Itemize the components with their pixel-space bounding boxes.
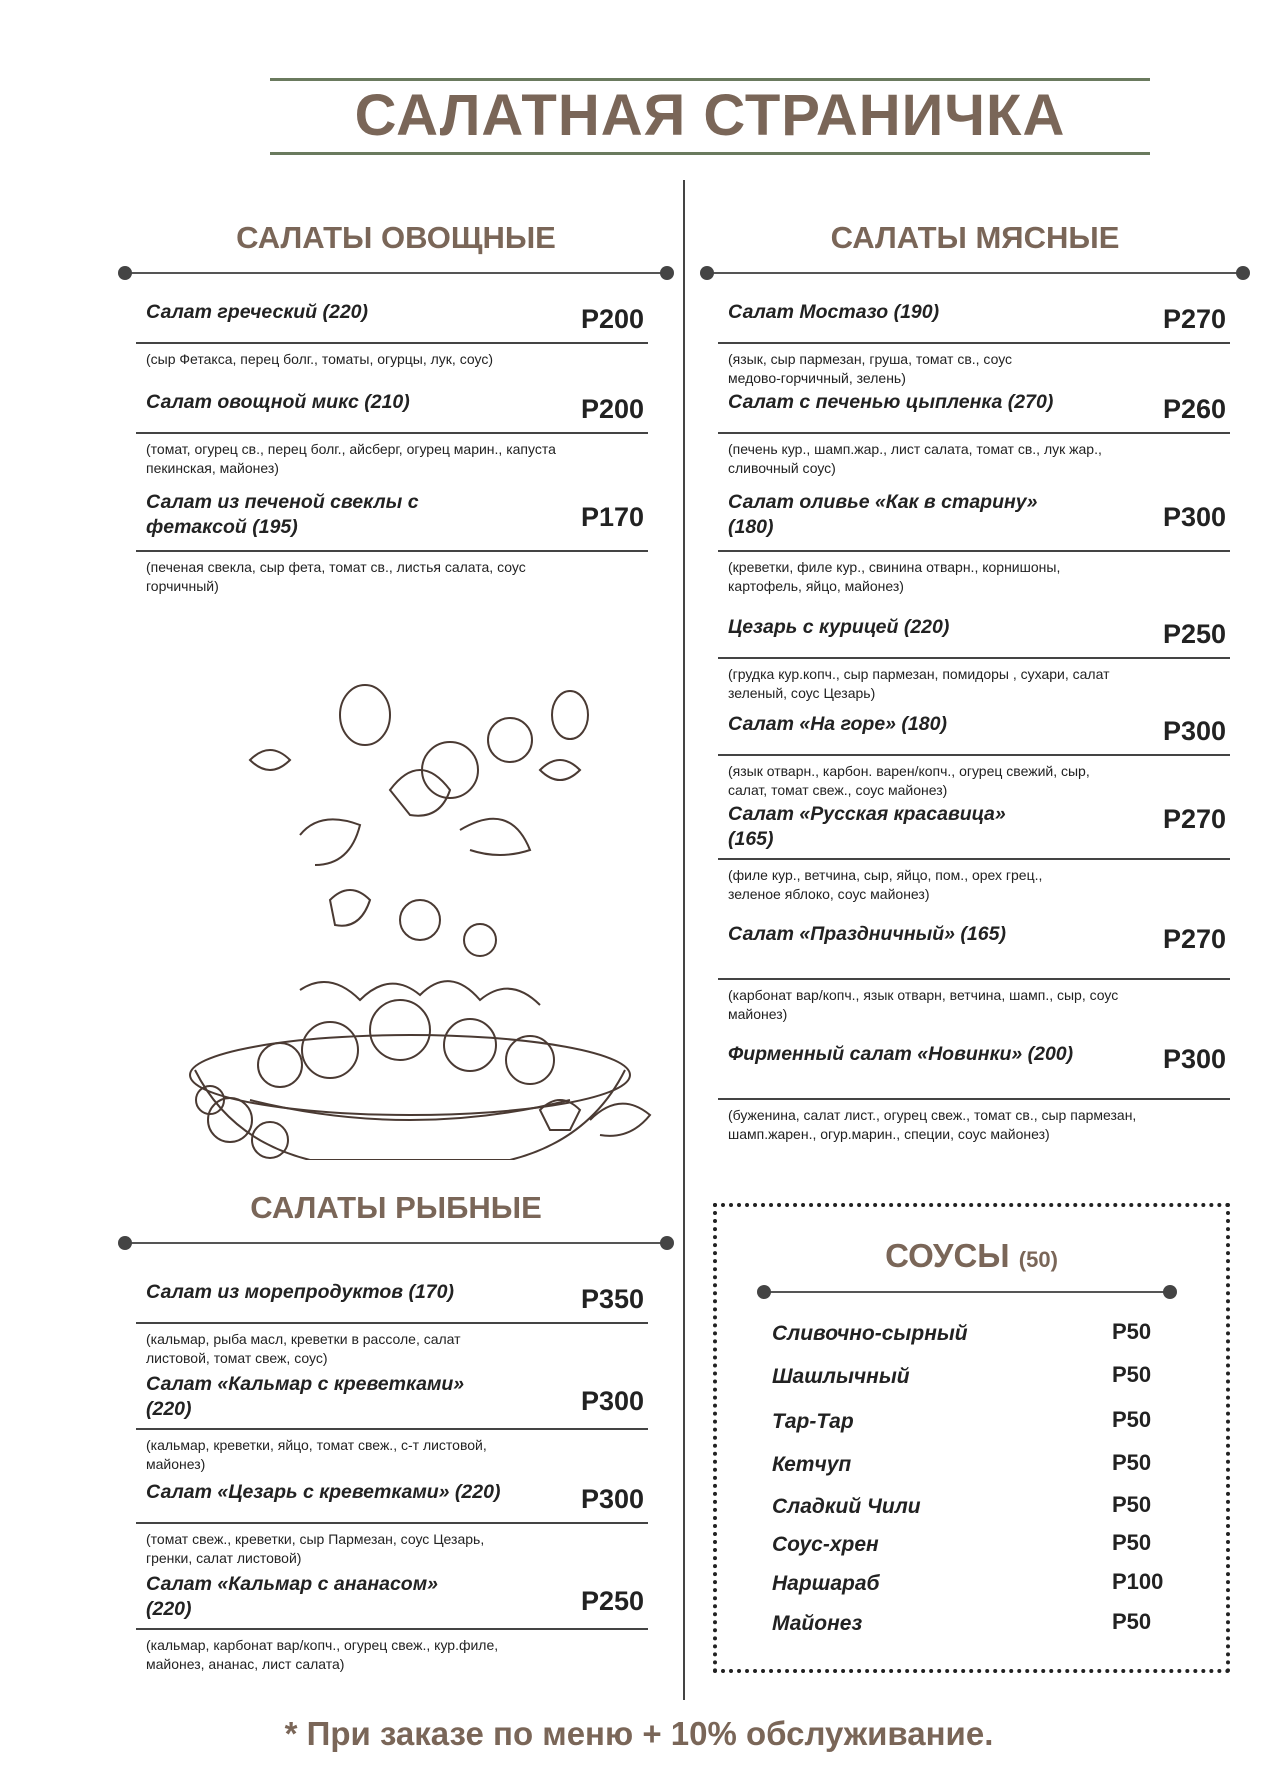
sauce-name: Соус-хрен bbox=[772, 1533, 879, 1556]
item-name: Салат «Праздничный» (165) bbox=[728, 923, 1006, 945]
footer-note: * При заказе по меню + 10% обслуживание. bbox=[284, 1715, 994, 1752]
sauce-item bbox=[772, 1609, 1192, 1636]
sauce-item bbox=[772, 1319, 1192, 1346]
salad-bowl-illustration bbox=[150, 620, 670, 1160]
item-name: Цезарь с курицей (220) bbox=[728, 616, 950, 638]
sauce-price: Р50 bbox=[1112, 1450, 1152, 1475]
menu-item bbox=[718, 1042, 1230, 1144]
item-price: Р300 bbox=[580, 1484, 644, 1514]
menu-item bbox=[718, 390, 1230, 478]
sauce-name: Шашлычный bbox=[772, 1365, 910, 1388]
menu-item bbox=[718, 712, 1230, 800]
menu-item bbox=[136, 1572, 648, 1674]
menu-item bbox=[718, 490, 1230, 596]
sauce-item bbox=[772, 1492, 1192, 1519]
sauces-title bbox=[717, 1237, 1226, 1275]
sauce-item bbox=[772, 1407, 1192, 1434]
item-name: Салат «На горе» (180) bbox=[728, 713, 947, 735]
item-price: Р250 bbox=[1162, 619, 1226, 649]
item-desc: (кальмар, рыба масл, креветки в рассоле, салат листовой, томат свеж, соус) bbox=[146, 1331, 461, 1366]
sauce-price: Р50 bbox=[1112, 1609, 1152, 1634]
column-divider bbox=[683, 180, 685, 1700]
section-title-veg: САЛАТЫ ОВОЩНЫЕ bbox=[236, 220, 556, 255]
item-desc: (кальмар, креветки, яйцо, томат свеж., с-т листовой, майонез) bbox=[146, 1437, 487, 1472]
item-price: Р300 bbox=[1162, 716, 1226, 746]
sauces-weight: (50) bbox=[1018, 1247, 1058, 1272]
sauce-price: Р50 bbox=[1112, 1407, 1152, 1432]
sauce-name: Наршараб bbox=[772, 1572, 880, 1595]
item-desc: (печеная свекла, сыр фета, томат св., листья салата, соус горчичный) bbox=[146, 559, 526, 594]
item-desc: (буженина, салат лист., огурец свеж., томат св., сыр пармезан, шамп.жарен., огур.марин., специи, соус майонез) bbox=[728, 1107, 1137, 1142]
item-price: Р260 bbox=[1162, 394, 1226, 424]
item-desc: (язык отварн., карбон. варен/копч., огурец свежий, сыр, салат, томат свеж., соус майонез) bbox=[728, 763, 1090, 798]
title-rule-bottom bbox=[270, 152, 1150, 155]
item-price: Р200 bbox=[580, 304, 644, 334]
item-name: Салат «Кальмар с ананасом» (220) bbox=[146, 1573, 438, 1620]
item-desc: (сыр Фетакса, перец болг., томаты, огурцы, лук, соус) bbox=[146, 351, 493, 367]
header bbox=[270, 78, 1150, 154]
item-price: Р270 bbox=[1162, 804, 1226, 834]
sauce-name: Кетчуп bbox=[772, 1453, 852, 1476]
section-title-fish: САЛАТЫ РЫБНЫЕ bbox=[250, 1190, 542, 1225]
menu-item bbox=[718, 802, 1230, 904]
title-rule-top bbox=[270, 78, 1150, 81]
item-name: Салат из печеной свеклы с фетаксой (195) bbox=[146, 491, 419, 538]
section-divider bbox=[757, 1285, 1177, 1299]
item-name: Салат из морепродуктов (170) bbox=[146, 1281, 454, 1303]
item-price: Р250 bbox=[580, 1586, 644, 1616]
sauce-item bbox=[772, 1450, 1192, 1477]
menu-item bbox=[718, 300, 1230, 388]
item-desc: (креветки, филе кур., свинина отварн., корнишоны, картофель, яйцо, майонез) bbox=[728, 559, 1061, 594]
sauce-name: Сладкий Чили bbox=[772, 1495, 921, 1518]
item-price: Р170 bbox=[580, 502, 644, 532]
sauces-title-text: СОУСЫ bbox=[885, 1237, 1010, 1274]
sauce-name: Сливочно-сырный bbox=[772, 1322, 968, 1345]
item-price: Р270 bbox=[1162, 924, 1226, 954]
menu-item bbox=[136, 1480, 648, 1568]
item-name: Салат с печенью цыпленка (270) bbox=[728, 391, 1054, 413]
item-price: Р300 bbox=[1162, 502, 1226, 532]
item-desc: (томат, огурец св., перец болг., айсберг, огурец марин., капуста пекинская, майонез) bbox=[146, 441, 556, 476]
sauce-price: Р50 bbox=[1112, 1362, 1152, 1387]
menu-item bbox=[136, 490, 648, 596]
item-name: Салат овощной микс (210) bbox=[146, 391, 410, 413]
item-name: Салат оливье «Как в старину» (180) bbox=[728, 491, 1038, 538]
sauces-box bbox=[713, 1203, 1230, 1673]
item-desc: (грудка кур.копч., сыр пармезан, помидоры , сухари, салат зеленый, соус Цезарь) bbox=[728, 666, 1110, 701]
sauce-price: Р50 bbox=[1112, 1530, 1152, 1555]
menu-item bbox=[718, 615, 1230, 703]
item-name: Салат «Русская красавица» (165) bbox=[728, 803, 1006, 850]
item-desc: (кальмар, карбонат вар/копч., огурец свеж., кур.филе, майонез, ананас, лист салата) bbox=[146, 1637, 499, 1672]
menu-item bbox=[718, 922, 1230, 1024]
menu-item bbox=[136, 1280, 648, 1368]
menu-item bbox=[136, 390, 648, 478]
item-price: Р200 bbox=[580, 394, 644, 424]
section-veg bbox=[118, 220, 674, 280]
item-desc: (карбонат вар/копч., язык отварн, ветчина, шамп., сыр, соус майонез) bbox=[728, 987, 1119, 1022]
sauce-name: Майонез bbox=[772, 1612, 863, 1635]
sauce-price: Р100 bbox=[1112, 1569, 1164, 1594]
item-name: Салат греческий (220) bbox=[146, 301, 369, 323]
sauce-item bbox=[772, 1569, 1192, 1596]
menu-item bbox=[136, 300, 648, 369]
item-name: Салат «Кальмар с креветками» (220) bbox=[146, 1373, 465, 1420]
section-divider bbox=[118, 1236, 674, 1250]
section-divider bbox=[700, 266, 1250, 280]
item-desc: (язык, сыр пармезан, груша, томат св., соус медово-горчичный, зелень) bbox=[728, 351, 1013, 386]
item-desc: (томат свеж., креветки, сыр Пармезан, соус Цезарь, гренки, салат листовой) bbox=[146, 1531, 485, 1566]
item-desc: (печень кур., шамп.жар., лист салата, томат св., лук жар., сливочный соус) bbox=[728, 441, 1102, 476]
sauce-price: Р50 bbox=[1112, 1319, 1152, 1344]
page-title: САЛАТНАЯ СТРАНИЧКА bbox=[354, 83, 1066, 148]
item-price: Р300 bbox=[1162, 1044, 1226, 1074]
sauce-price: Р50 bbox=[1112, 1492, 1152, 1517]
menu-item bbox=[136, 1372, 648, 1474]
sauce-name: Тар-Тар bbox=[772, 1410, 854, 1433]
item-price: Р270 bbox=[1162, 304, 1226, 334]
item-price: Р300 bbox=[580, 1386, 644, 1416]
item-desc: (филе кур., ветчина, сыр, яйцо, пом., орех грец., зеленое яблоко, соус майонез) bbox=[728, 867, 1043, 902]
item-name: Салат Мостазо (190) bbox=[728, 301, 940, 323]
sauce-item bbox=[772, 1530, 1192, 1557]
item-name: Фирменный салат «Новинки» (200) bbox=[728, 1043, 1074, 1065]
item-name: Салат «Цезарь с креветками» (220) bbox=[146, 1481, 501, 1503]
section-title-meat: САЛАТЫ МЯСНЫЕ bbox=[830, 220, 1120, 255]
item-price: Р350 bbox=[580, 1284, 644, 1314]
sauce-item bbox=[772, 1362, 1192, 1389]
section-divider bbox=[118, 266, 674, 280]
section-meat bbox=[700, 220, 1250, 280]
section-fish bbox=[118, 1190, 674, 1250]
